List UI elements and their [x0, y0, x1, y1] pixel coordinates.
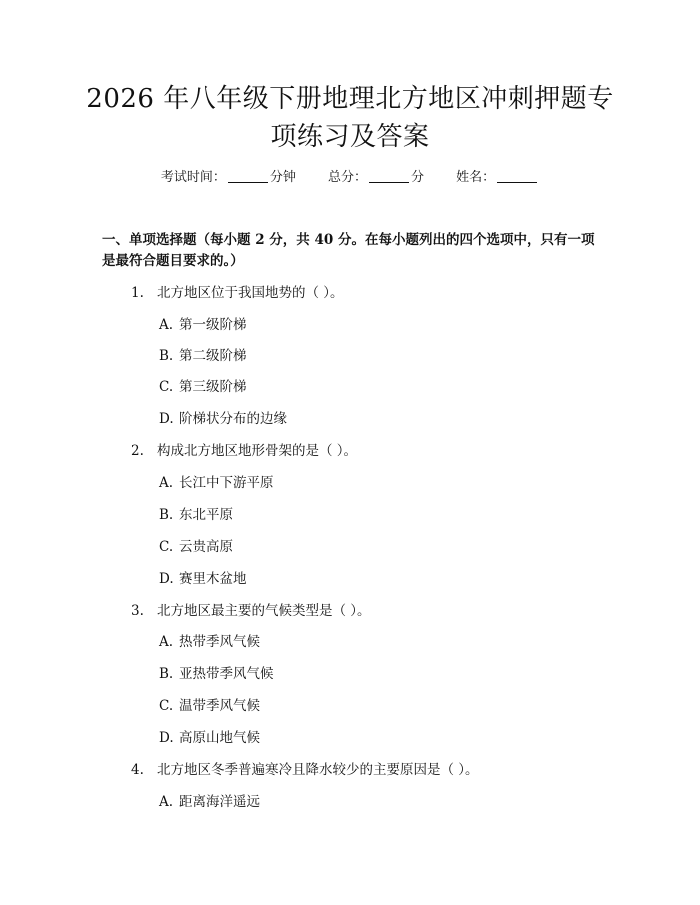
q1-option-a [159, 315, 247, 335]
student-name-field [456, 168, 539, 188]
section-heading-line-1: 一、单项选择题（每小题 2 分，共 40 分。在每小题列出的四个选项中，只有一项 [102, 232, 595, 248]
option-text: 赛里木盆地 [179, 571, 247, 587]
option-text: 热带季风气候 [179, 634, 260, 650]
option-letter: B. [159, 507, 174, 523]
option-letter: A. [159, 634, 174, 650]
q3-option-c [159, 696, 260, 716]
option-letter: D. [159, 571, 174, 587]
option-text: 距离海洋遥远 [179, 794, 260, 810]
q4-option-a [159, 792, 260, 812]
option-letter: D. [159, 411, 174, 427]
total-score-unit: 分 [411, 170, 425, 185]
total-score-blank[interactable] [369, 168, 409, 183]
option-letter: C. [159, 698, 174, 714]
q3-option-a [159, 632, 260, 652]
question-text: 北方地区冬季普遍寒冷且降水较少的主要原因是（ ）。 [157, 762, 479, 778]
q2-option-b [159, 505, 233, 525]
q2-option-a [159, 473, 274, 493]
question-text: 北方地区位于我国地势的（ ）。 [157, 285, 344, 301]
document-title-line-1: 2026 年八年级下册地理北方地区冲刺押题专 [86, 84, 614, 114]
option-letter: C. [159, 539, 174, 555]
exam-time-blank[interactable] [228, 168, 268, 183]
question-3 [131, 601, 371, 621]
section-heading-line-2: 是最符合题目要求的。） [102, 253, 244, 269]
total-score-field [328, 168, 424, 188]
question-number: 3. [131, 603, 144, 619]
option-text: 第二级阶梯 [179, 348, 247, 364]
question-1 [131, 283, 344, 303]
option-letter: B. [159, 666, 174, 682]
q3-option-d [159, 728, 260, 748]
option-text: 东北平原 [179, 507, 233, 523]
option-text: 温带季风气候 [179, 698, 260, 714]
student-name-label: 姓名： [456, 170, 496, 185]
question-text: 北方地区最主要的气候类型是（ ）。 [157, 603, 371, 619]
exam-time-unit: 分钟 [269, 170, 296, 185]
option-letter: A. [159, 317, 174, 333]
option-text: 第一级阶梯 [179, 317, 247, 333]
option-letter: D. [159, 730, 174, 746]
q2-option-c [159, 537, 233, 557]
question-number: 1. [131, 285, 144, 301]
option-letter: A. [159, 475, 174, 491]
q2-option-d [159, 569, 247, 589]
option-text: 云贵高原 [179, 539, 233, 555]
option-text: 阶梯状分布的边缘 [179, 411, 287, 427]
q1-option-d [159, 409, 287, 429]
q1-option-b [159, 346, 247, 366]
question-4 [131, 760, 479, 780]
question-text: 构成北方地区地形骨架的是（ ）。 [157, 443, 358, 459]
document-title-line-2: 项练习及答案 [270, 122, 430, 152]
question-number: 4. [131, 762, 144, 778]
option-text: 第三级阶梯 [179, 379, 247, 395]
total-score-label: 总分： [327, 170, 367, 185]
question-2 [131, 441, 357, 461]
q1-option-c [159, 377, 247, 397]
question-number: 2. [131, 443, 144, 459]
option-text: 高原山地气候 [179, 730, 260, 746]
option-letter: B. [159, 348, 174, 364]
option-letter: C. [159, 379, 174, 395]
exam-time-field [161, 168, 296, 188]
student-name-blank[interactable] [497, 168, 537, 183]
option-text: 亚热带季风气候 [179, 666, 274, 682]
exam-info [0, 168, 700, 188]
q3-option-b [159, 664, 274, 684]
option-text: 长江中下游平原 [179, 475, 274, 491]
exam-time-label: 考试时间： [160, 170, 226, 185]
option-letter: A. [159, 794, 174, 810]
